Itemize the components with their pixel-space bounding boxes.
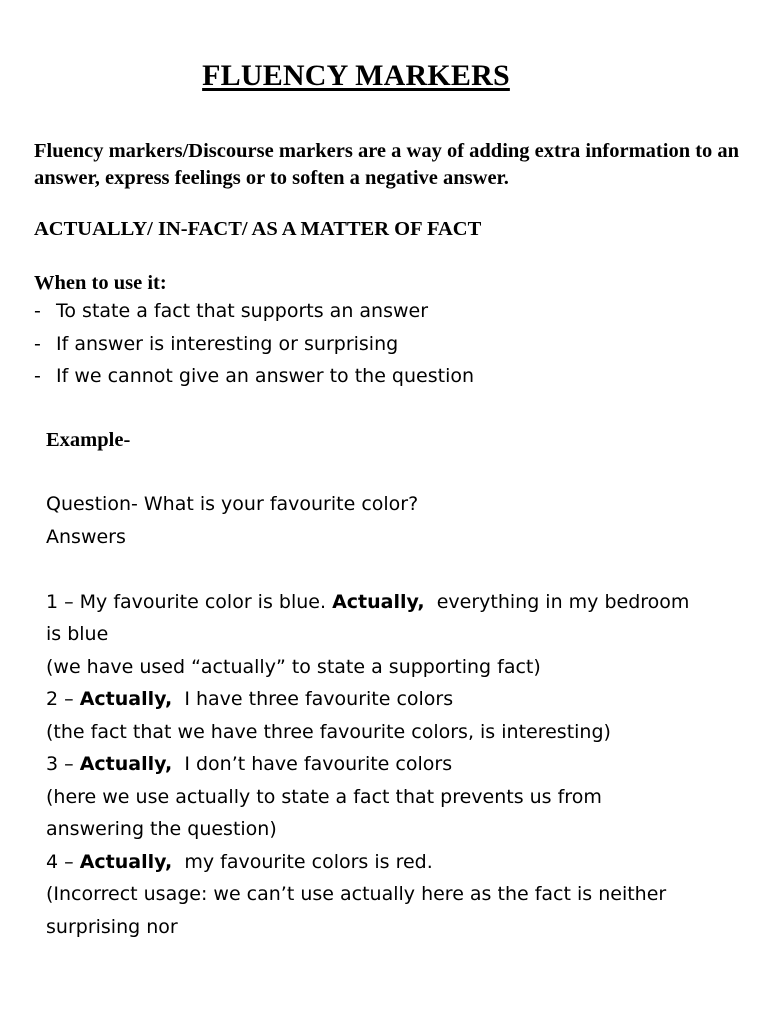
answer-1-line	[46, 586, 756, 619]
list-item-text: If we cannot give an answer to the question	[56, 365, 475, 387]
answer-1-prefix: 1 – My favourite color is blue.	[46, 590, 327, 613]
answer-3-rest: I don’t have favourite colors	[184, 753, 453, 775]
list-item-text: To state a fact that supports an answer	[56, 300, 429, 322]
example-body	[46, 488, 756, 943]
usage-list	[34, 300, 474, 398]
bullet-dash: -	[34, 332, 41, 355]
answer-1-continuation: is blue	[46, 623, 109, 645]
answer-3-line	[46, 748, 756, 781]
question-line: Question- What is your favourite color?	[46, 493, 419, 515]
answer-2-prefix: 2 –	[46, 688, 74, 710]
answer-2-rest: I have three favourite colors	[184, 688, 454, 710]
list-item	[34, 365, 474, 398]
answer-3-note: (here we use actually to state a fact that prevents us from	[46, 785, 602, 808]
answer-4-line	[46, 846, 756, 879]
list-item	[34, 300, 474, 333]
list-item	[34, 333, 474, 366]
answer-2-note: (the fact that we have three favourite colors, is interesting)	[46, 720, 611, 743]
answer-3-prefix: 3 –	[46, 753, 74, 775]
section-heading: ACTUALLY/ IN-FACT/ AS A MATTER OF FACT	[34, 218, 482, 240]
answer-1-marker: Actually,	[332, 590, 425, 613]
answer-4-rest: my favourite colors is red.	[184, 850, 433, 873]
bullet-dash: -	[34, 300, 41, 322]
answers-label: Answers	[46, 525, 126, 548]
bullet-dash: -	[34, 365, 41, 387]
when-to-use-label: When to use it:	[34, 272, 167, 294]
page-title: FLUENCY MARKERS	[202, 59, 510, 92]
answer-3-note-continuation: answering the question)	[46, 818, 277, 840]
answer-4-prefix: 4 –	[46, 850, 74, 873]
answer-4-marker: Actually,	[79, 850, 173, 873]
answer-3-marker: Actually,	[79, 753, 173, 775]
answer-2-marker: Actually,	[79, 688, 173, 710]
answer-4-note: (Incorrect usage: we can’t use actually here as the fact is neither	[46, 883, 667, 905]
answer-1-note: (we have used “actually” to state a supporting fact)	[46, 655, 541, 678]
list-item-text: If answer is interesting or surprising	[56, 332, 399, 355]
answer-2-line	[46, 683, 756, 716]
answer-1-rest: everything in my bedroom	[436, 590, 690, 613]
answer-4-note-continuation: surprising nor	[46, 915, 178, 938]
example-label: Example-	[46, 429, 131, 451]
intro-paragraph: Fluency markers/Discourse markers are a way of adding extra information to an answer, express feelings or to soften a negative answer.	[34, 140, 740, 189]
